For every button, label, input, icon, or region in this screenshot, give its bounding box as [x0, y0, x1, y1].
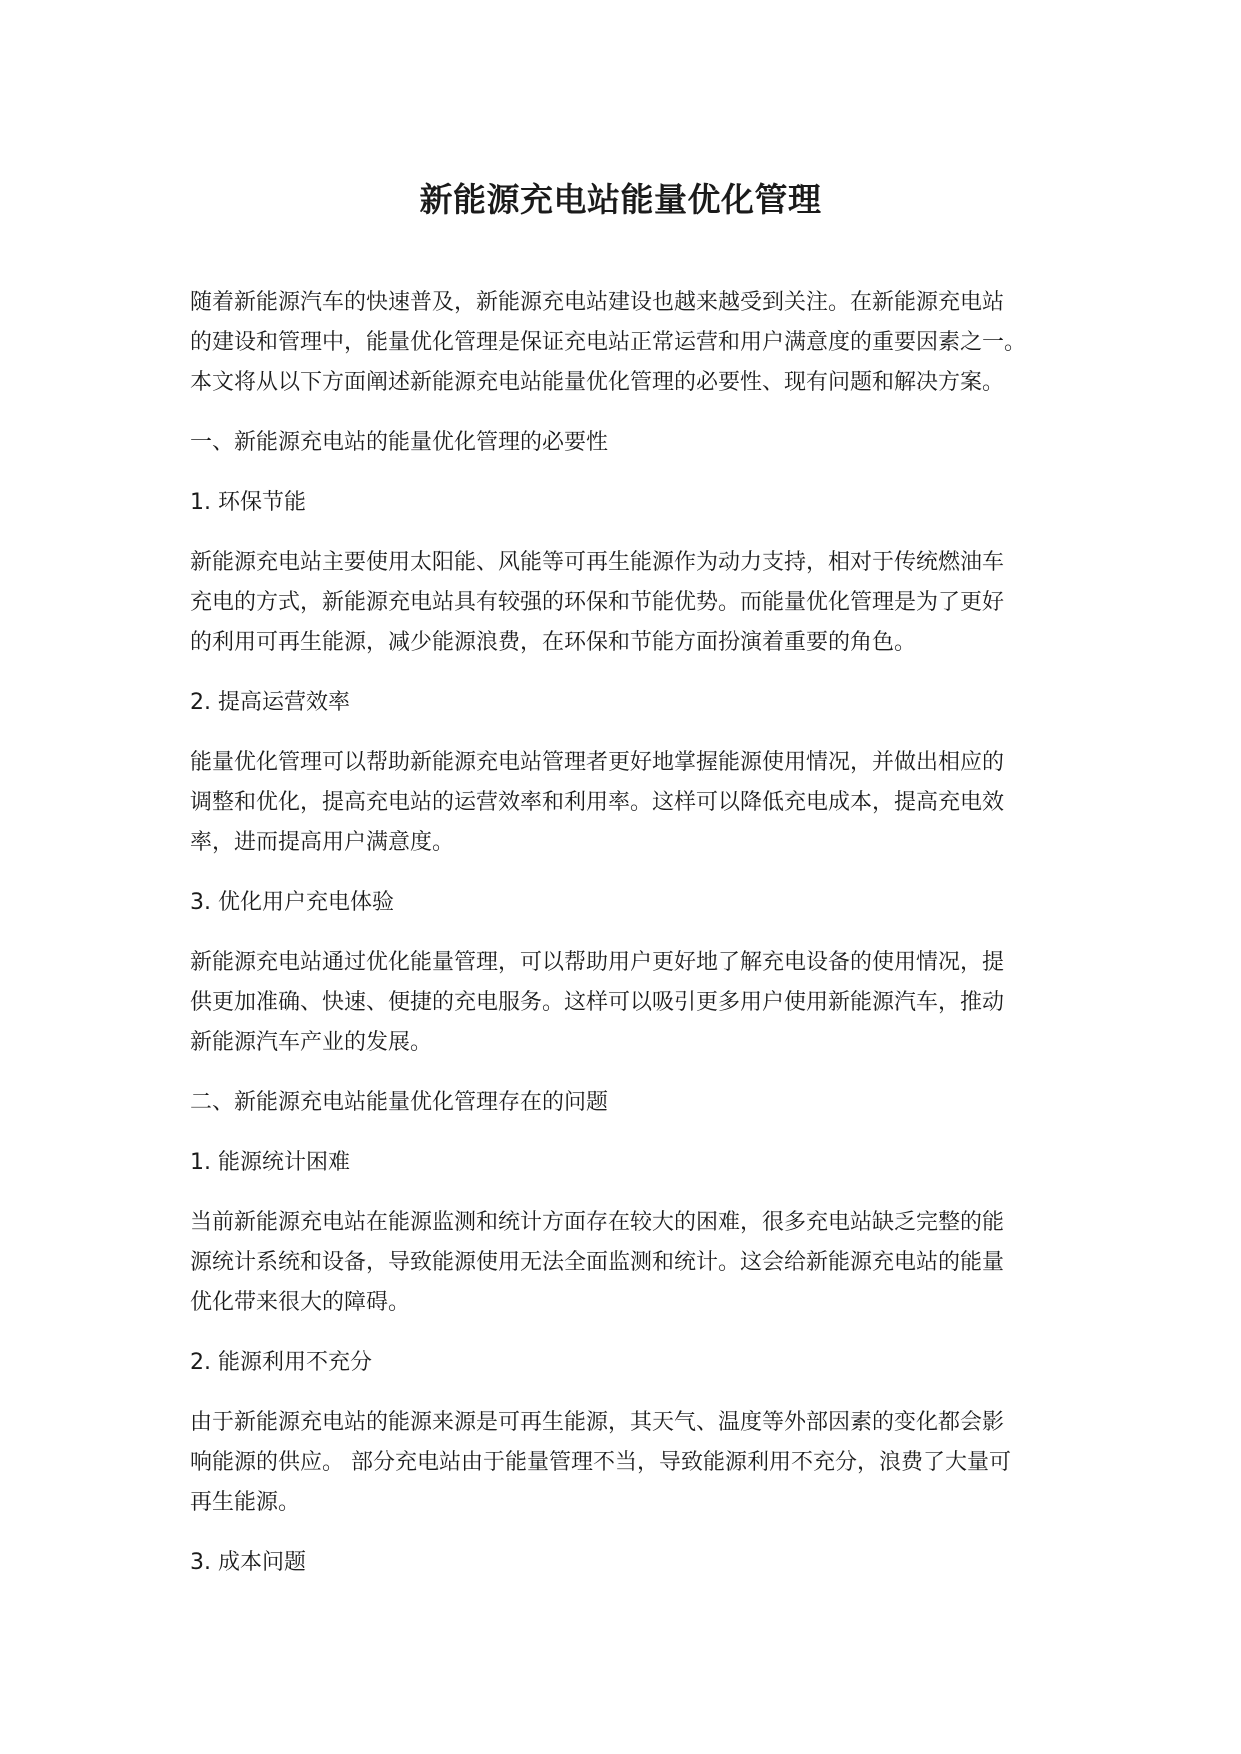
subsection-heading: 2. 能源利用不充分 [190, 1350, 372, 1375]
text-line: 率，进而提高用户满意度。 [190, 830, 455, 855]
body-paragraph [190, 1203, 1070, 1323]
text-line: 新能源汽车产业的发展。 [190, 1030, 433, 1055]
section-heading: 二、新能源充电站能量优化管理存在的问题 [190, 1090, 609, 1115]
subsection-heading: 3. 成本问题 [190, 1550, 306, 1575]
text-line: 由于新能源充电站的能源来源是可再生能源，其天气、温度等外部因素的变化都会影 [190, 1410, 1005, 1435]
text-line: 的利用可再生能源，减少能源浪费，在环保和节能方面扮演着重要的角色。 [190, 630, 917, 655]
subsection-heading: 1. 环保节能 [190, 490, 306, 515]
text-line: 供更加准确、快速、便捷的充电服务。这样可以吸引更多用户使用新能源汽车，推动 [190, 990, 1005, 1015]
body-paragraph [190, 943, 1070, 1063]
text-line: 充电的方式，新能源充电站具有较强的环保和节能优势。而能量优化管理是为了更好 [190, 590, 1005, 615]
text-line: 再生能源。 [190, 1490, 301, 1515]
text-line: 当前新能源充电站在能源监测和统计方面存在较大的困难，很多充电站缺乏完整的能 [190, 1210, 1005, 1235]
body-paragraph [190, 543, 1070, 663]
text-line: 源统计系统和设备，导致能源使用无法全面监测和统计。这会给新能源充电站的能量 [190, 1250, 1005, 1275]
subsection-heading: 1. 能源统计困难 [190, 1150, 350, 1175]
text-line: 响能源的供应。 部分充电站由于能量管理不当，导致能源利用不充分，浪费了大量可 [190, 1450, 1011, 1475]
section-heading: 一、新能源充电站的能量优化管理的必要性 [190, 430, 609, 455]
document-title: 新能源充电站能量优化管理 [419, 180, 822, 219]
text-line: 新能源充电站通过优化能量管理，可以帮助用户更好地了解充电设备的使用情况，提 [190, 950, 1005, 975]
intro-paragraph [190, 283, 1070, 403]
text-line: 本文将从以下方面阐述新能源充电站能量优化管理的必要性、现有问题和解决方案。 [190, 370, 1005, 395]
subsection-heading: 2. 提高运营效率 [190, 690, 350, 715]
text-line: 新能源充电站主要使用太阳能、风能等可再生能源作为动力支持，相对于传统燃油车 [190, 550, 1005, 575]
text-line: 调整和优化，提高充电站的运营效率和利用率。这样可以降低充电成本，提高充电效 [190, 790, 1005, 815]
body-paragraph [190, 1403, 1070, 1523]
subsection-heading: 3. 优化用户充电体验 [190, 890, 394, 915]
text-line: 优化带来很大的障碍。 [190, 1290, 411, 1315]
text-line: 能量优化管理可以帮助新能源充电站管理者更好地掌握能源使用情况，并做出相应的 [190, 750, 1005, 775]
document-body [190, 283, 1070, 1603]
body-paragraph [190, 743, 1070, 863]
text-line: 随着新能源汽车的快速普及，新能源充电站建设也越来越受到关注。在新能源充电站 [190, 290, 1005, 315]
text-line: 的建设和管理中，能量优化管理是保证充电站正常运营和用户满意度的重要因素之一。 [190, 330, 1027, 355]
